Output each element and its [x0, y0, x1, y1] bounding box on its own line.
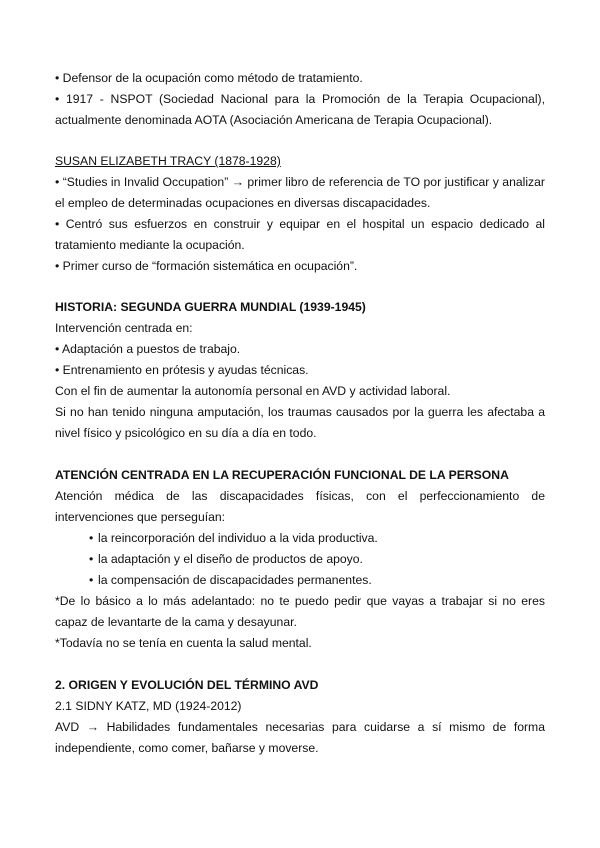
atencion-sub-compensacion: la compensación de discapacidades permanentes. — [98, 573, 372, 587]
avd-subheading: 2.1 SIDNY KATZ, MD (1924-2012) — [55, 699, 242, 713]
ww2-intro: Intervención centrada en: — [55, 321, 193, 335]
ww2-bullet-protesis: • Entrenamiento en prótesis y ayudas técnicas. — [55, 363, 309, 377]
avd-definition: AVD → Habilidades fundamentales necesarias para cuidarse a sí mismo de forma independiente, como comer, bañarse y moverse. — [55, 720, 545, 755]
tracy-bullet-studies: • “Studies in Invalid Occupation” → primer libro de referencia de TO por justificar y analizar el empleo de determinadas ocupaciones en diversas discapacidades. — [55, 175, 545, 210]
bullet-dot: • — [89, 552, 94, 566]
avd-heading: 2. ORIGEN Y EVOLUCIÓN DEL TÉRMINO AVD — [55, 678, 319, 692]
ww2-bullet-adaptacion: • Adaptación a puestos de trabajo. — [55, 342, 241, 356]
atencion-sub-item — [55, 528, 545, 549]
bullet-nspot: • 1917 - NSPOT (Sociedad Nacional para la Promoción de la Terapia Ocupacional), actualmente denominada AOTA (Asociación Americana de Terapia Ocupacional). — [55, 92, 545, 127]
ww2-line-autonomia: Con el fin de aumentar la autonomía personal en AVD y actividad laboral. — [55, 384, 451, 398]
tracy-bullet-curso: • Primer curso de “formación sistemática en ocupación”. — [55, 259, 358, 273]
bullet-defensor: • Defensor de la ocupación como método de tratamiento. — [55, 71, 363, 85]
atencion-intro: Atención médica de las discapacidades físicas, con el perfeccionamiento de intervenciones que perseguían: — [55, 489, 545, 524]
bullet-dot: • — [89, 531, 94, 545]
document-body — [55, 68, 545, 759]
atencion-sub-item — [55, 570, 545, 591]
atencion-sub-item — [55, 549, 545, 570]
atencion-note-salud: *Todavía no se tenía en cuenta la salud mental. — [55, 636, 312, 650]
atencion-heading: ATENCIÓN CENTRADA EN LA RECUPERACIÓN FUNCIONAL DE LA PERSONA — [55, 468, 509, 482]
bullet-dot: • — [89, 573, 94, 587]
atencion-sub-adaptacion: la adaptación y el diseño de productos de apoyo. — [98, 552, 363, 566]
atencion-note-basico: *De lo básico a lo más adelantado: no te puedo pedir que vayas a trabajar si no eres capaz de levantarte de la cama y desayunar. — [55, 594, 545, 629]
ww2-line-traumas: Si no han tenido ninguna amputación, los traumas causados por la guerra les afectaba a nivel físico y psicológico en su día a día en todo. — [55, 405, 545, 440]
tracy-heading: SUSAN ELIZABETH TRACY (1878-1928) — [55, 154, 281, 168]
ww2-heading: HISTORIA: SEGUNDA GUERRA MUNDIAL (1939-1945) — [55, 300, 366, 314]
tracy-bullet-esfuerzos: • Centró sus esfuerzos en construir y equipar en el hospital un espacio dedicado al tratamiento mediante la ocupación. — [55, 217, 545, 252]
atencion-sub-reincorporacion: la reincorporación del individuo a la vida productiva. — [98, 531, 378, 545]
